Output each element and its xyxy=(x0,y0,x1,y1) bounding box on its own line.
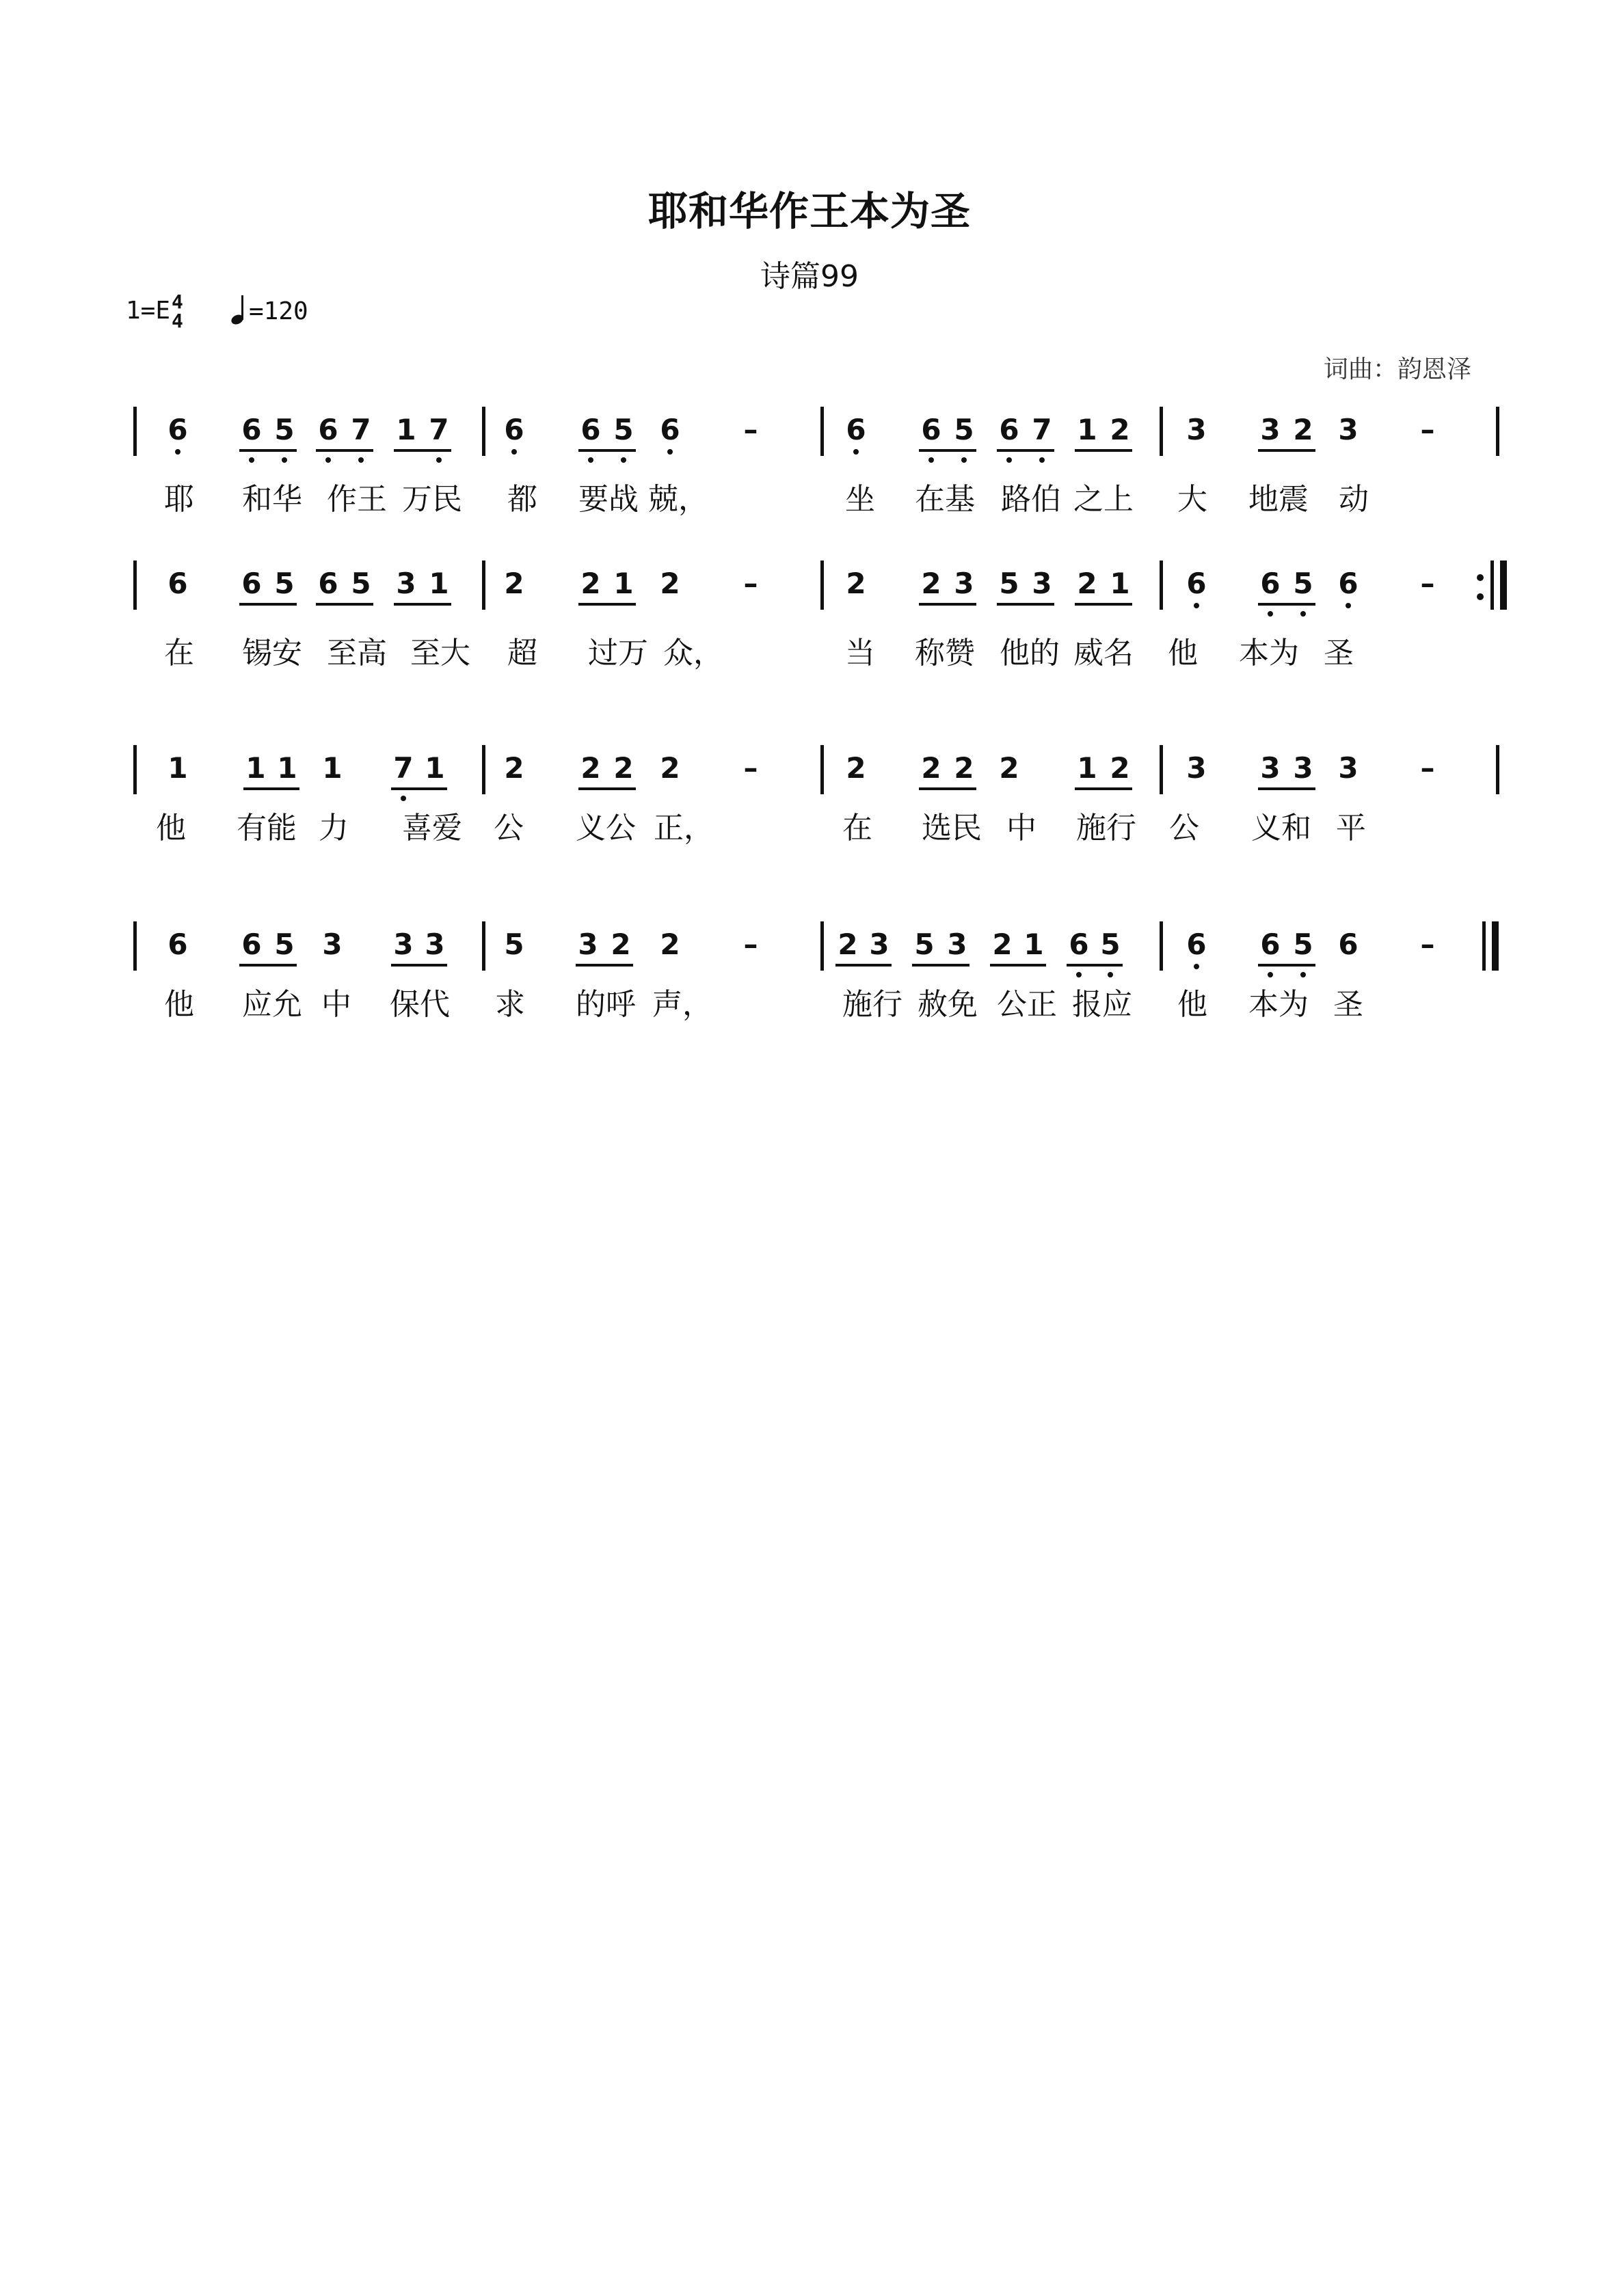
lyric: 本为 xyxy=(1239,636,1299,671)
lyric: 圣 xyxy=(1324,636,1354,671)
note-digit: 7 xyxy=(351,413,371,446)
lyric: 中 xyxy=(1006,811,1036,846)
octave-dot xyxy=(436,457,442,463)
octave-dot xyxy=(175,449,180,455)
lyric: 作王 xyxy=(327,482,387,517)
note-digit: 1 xyxy=(1023,928,1044,961)
octave-dot xyxy=(588,457,593,463)
lyric: 选民 xyxy=(922,811,982,846)
note-digit: 3 xyxy=(1338,413,1359,446)
lyric: 至高 xyxy=(327,636,387,671)
barline xyxy=(820,407,824,456)
beam-underline xyxy=(1075,603,1132,606)
beam-underline xyxy=(1258,787,1315,790)
note-digit: 7 xyxy=(1032,413,1052,446)
beam-underline xyxy=(578,787,636,790)
note-digit: 2 xyxy=(611,928,631,961)
note-digit: 5 xyxy=(274,567,295,600)
beam-underline xyxy=(919,603,976,606)
octave-dot xyxy=(667,449,673,455)
note-digit: 3 xyxy=(1186,413,1207,446)
lyric: 圣 xyxy=(1333,987,1363,1022)
note-digit: 3 xyxy=(1338,751,1359,785)
note-digit: 1 xyxy=(245,751,266,785)
beam-underline xyxy=(391,787,447,790)
lyric: 他 xyxy=(164,987,194,1022)
note-digit: 5 xyxy=(613,413,634,446)
note-digit: 3 xyxy=(578,928,598,961)
lyric: 都 xyxy=(507,482,537,517)
note-digit: 5 xyxy=(954,413,974,446)
beam-underline xyxy=(243,787,299,790)
note-digit: 6 xyxy=(168,928,188,961)
beam-underline xyxy=(239,449,297,452)
note-digit: 2 xyxy=(992,928,1013,961)
lyric: 喜爱 xyxy=(402,811,462,846)
time-signature xyxy=(172,293,183,331)
lyric: 报应 xyxy=(1072,987,1132,1022)
tempo-value: =120 xyxy=(249,297,308,325)
note-digit: 2 xyxy=(954,751,974,785)
song-subtitle: 诗篇99 xyxy=(760,259,859,294)
lyric: 锡安 xyxy=(242,636,302,671)
lyric: 在基 xyxy=(915,482,975,517)
lyric: 求 xyxy=(495,987,525,1022)
beam-underline xyxy=(391,964,447,967)
lyric: 力 xyxy=(319,811,349,846)
note-digit: 2 xyxy=(504,567,524,600)
note-digit: 2 xyxy=(921,751,941,785)
barline xyxy=(133,921,137,971)
note-digit: 6 xyxy=(660,413,680,446)
note-digit: 5 xyxy=(351,567,371,600)
lyric: 称赞 xyxy=(915,636,975,671)
repeat-dot xyxy=(1477,593,1484,600)
note-digit: 6 xyxy=(168,567,188,600)
lyric: 要战 xyxy=(578,482,639,517)
note-digit: 6 xyxy=(1186,928,1207,961)
note-digit: 6 xyxy=(241,413,262,446)
beam-underline xyxy=(316,449,373,452)
note-digit: 6 xyxy=(1069,928,1089,961)
octave-dot xyxy=(358,457,364,463)
lyric: 的呼 xyxy=(576,987,636,1022)
note-digit: 1 xyxy=(1077,413,1097,446)
beam-underline xyxy=(394,449,451,452)
beam-underline xyxy=(997,449,1054,452)
hold-dash: – xyxy=(1420,751,1435,785)
hold-dash: – xyxy=(743,413,758,446)
lyric: 他 xyxy=(1177,987,1207,1022)
note-digit: 6 xyxy=(241,928,262,961)
lyric: 声， xyxy=(652,987,712,1022)
lyric: 施行 xyxy=(1076,811,1136,846)
note-digit: 3 xyxy=(1186,751,1207,785)
lyric: 耶 xyxy=(164,482,194,517)
beam-underline xyxy=(1258,603,1315,606)
octave-dot xyxy=(511,449,517,455)
time-bottom: 4 xyxy=(172,310,183,332)
octave-dot xyxy=(1039,457,1045,463)
lyric: 动 xyxy=(1339,482,1369,517)
note-digit: 6 xyxy=(1338,928,1359,961)
note-digit: 7 xyxy=(429,413,449,446)
note-digit: 1 xyxy=(425,751,445,785)
note-digit: 3 xyxy=(322,928,343,961)
lyric: 施行 xyxy=(842,987,902,1022)
barline xyxy=(820,921,824,971)
lyric: 有能 xyxy=(237,811,297,846)
tempo-marking xyxy=(230,294,308,325)
lyric: 在 xyxy=(842,811,872,846)
barline xyxy=(133,407,137,456)
octave-dot xyxy=(1108,972,1113,977)
note-digit: 2 xyxy=(999,751,1019,785)
octave-dot xyxy=(1194,964,1199,969)
hold-dash: – xyxy=(743,751,758,785)
repeat-dot xyxy=(1477,574,1484,581)
lyric: 过万 xyxy=(588,636,648,671)
octave-dot xyxy=(928,457,934,463)
lyric: 在 xyxy=(164,636,194,671)
lyric: 路伯 xyxy=(1001,482,1061,517)
note-digit: 1 xyxy=(613,567,634,600)
octave-dot xyxy=(249,457,254,463)
lyric: 大 xyxy=(1177,482,1207,517)
note-digit: 1 xyxy=(1110,567,1130,600)
note-digit: 3 xyxy=(1032,567,1052,600)
octave-dot xyxy=(853,449,859,455)
lyric: 他 xyxy=(1168,636,1198,671)
lyric: 公 xyxy=(1169,811,1199,846)
key-label: 1=E xyxy=(126,297,171,325)
beam-underline xyxy=(578,603,636,606)
note-digit: 3 xyxy=(425,928,445,961)
note-digit: 3 xyxy=(947,928,967,961)
lyric: 赦免 xyxy=(918,987,978,1022)
note-digit: 2 xyxy=(846,567,866,600)
note-digit: 1 xyxy=(277,751,297,785)
note-digit: 6 xyxy=(921,413,941,446)
octave-dot xyxy=(961,457,967,463)
repeat-thick-bar xyxy=(1500,561,1507,610)
barline xyxy=(1496,407,1499,456)
lyric: 他 xyxy=(156,811,186,846)
note-digit: 2 xyxy=(613,751,634,785)
note-digit: 2 xyxy=(1110,751,1130,785)
octave-dot xyxy=(1194,603,1199,608)
lyric: 众， xyxy=(663,636,723,671)
note-digit: 5 xyxy=(1293,928,1313,961)
beam-underline xyxy=(316,603,373,606)
note-digit: 6 xyxy=(1260,928,1281,961)
lyric: 义和 xyxy=(1251,811,1311,846)
note-digit: 5 xyxy=(1100,928,1121,961)
note-digit: 2 xyxy=(1077,567,1097,600)
lyric: 之上 xyxy=(1073,482,1134,517)
octave-dot xyxy=(325,457,331,463)
beam-underline xyxy=(835,964,892,967)
barline xyxy=(482,745,485,794)
note-digit: 3 xyxy=(1260,751,1281,785)
lyric: 坐 xyxy=(845,482,875,517)
song-title: 耶和华作王本为圣 xyxy=(647,188,971,234)
note-digit: 2 xyxy=(580,567,601,600)
lyric: 平 xyxy=(1336,811,1366,846)
note-digit: 2 xyxy=(660,751,680,785)
note-digit: 6 xyxy=(846,413,866,446)
beam-underline xyxy=(997,603,1054,606)
note-digit: 3 xyxy=(1260,413,1281,446)
note-digit: 5 xyxy=(999,567,1019,600)
beam-underline xyxy=(239,964,297,967)
beam-underline xyxy=(394,603,451,606)
note-digit: 3 xyxy=(869,928,889,961)
final-thick-bar xyxy=(1492,921,1499,971)
final-thin-bar xyxy=(1482,921,1486,971)
beam-underline xyxy=(1067,964,1123,967)
note-digit: 6 xyxy=(1186,567,1207,600)
beam-underline xyxy=(1258,449,1315,452)
octave-dot xyxy=(1006,457,1012,463)
barline xyxy=(482,561,485,610)
time-top: 4 xyxy=(172,291,183,313)
key-signature xyxy=(126,293,183,331)
note-digit: 1 xyxy=(322,751,343,785)
note-digit: 5 xyxy=(1293,567,1313,600)
note-digit: 5 xyxy=(274,413,295,446)
note-digit: 6 xyxy=(168,413,188,446)
note-digit: 6 xyxy=(241,567,262,600)
barline xyxy=(482,921,485,971)
lyric: 公 xyxy=(494,811,524,846)
credits: 词曲：韵恩泽 xyxy=(1324,355,1472,383)
lyric: 超 xyxy=(507,636,537,671)
octave-dot xyxy=(401,796,406,801)
note-digit: 6 xyxy=(1338,567,1359,600)
note-digit: 1 xyxy=(396,413,416,446)
note-digit: 2 xyxy=(1293,413,1313,446)
quarter-note-icon xyxy=(230,294,249,325)
octave-dot xyxy=(1346,603,1351,608)
barline xyxy=(820,561,824,610)
lyric: 万民 xyxy=(402,482,462,517)
hold-dash: – xyxy=(743,567,758,600)
note-digit: 2 xyxy=(838,928,858,961)
octave-dot xyxy=(1300,972,1306,977)
lyric: 和华 xyxy=(242,482,302,517)
note-digit: 6 xyxy=(318,413,338,446)
barline xyxy=(1160,407,1163,456)
note-digit: 2 xyxy=(846,751,866,785)
note-digit: 6 xyxy=(999,413,1019,446)
lyric: 威名 xyxy=(1073,636,1134,671)
note-digit: 1 xyxy=(1077,751,1097,785)
note-digit: 6 xyxy=(318,567,338,600)
lyric: 本为 xyxy=(1248,987,1309,1022)
octave-dot xyxy=(1300,611,1306,617)
note-digit: 2 xyxy=(504,751,524,785)
lyric: 兢， xyxy=(648,482,708,517)
beam-underline xyxy=(576,964,633,967)
beam-underline xyxy=(919,787,976,790)
beam-underline xyxy=(1075,449,1132,452)
note-digit: 6 xyxy=(580,413,601,446)
note-digit: 2 xyxy=(1110,413,1130,446)
hold-dash: – xyxy=(1420,413,1435,446)
note-digit: 5 xyxy=(274,928,295,961)
hold-dash: – xyxy=(1420,928,1435,961)
octave-dot xyxy=(1268,972,1273,977)
octave-dot xyxy=(1268,611,1273,617)
note-digit: 5 xyxy=(504,928,524,961)
beam-underline xyxy=(1258,964,1315,967)
barline xyxy=(1160,745,1163,794)
octave-dot xyxy=(621,457,626,463)
lyric: 应允 xyxy=(242,987,302,1022)
lyric: 中 xyxy=(321,987,351,1022)
lyric: 地震 xyxy=(1248,482,1309,517)
lyric: 公正 xyxy=(997,987,1057,1022)
note-digit: 3 xyxy=(1293,751,1313,785)
barline xyxy=(133,561,137,610)
note-digit: 6 xyxy=(1260,567,1281,600)
beam-underline xyxy=(1075,787,1132,790)
beam-underline xyxy=(578,449,636,452)
barline xyxy=(1160,921,1163,971)
note-digit: 2 xyxy=(580,751,601,785)
note-digit: 2 xyxy=(660,928,680,961)
lyric: 义公 xyxy=(576,811,636,846)
note-digit: 2 xyxy=(660,567,680,600)
barline xyxy=(820,745,824,794)
barline xyxy=(482,407,485,456)
lyric: 当 xyxy=(845,636,875,671)
note-digit: 3 xyxy=(396,567,416,600)
octave-dot xyxy=(282,457,287,463)
beam-underline xyxy=(919,449,976,452)
barline xyxy=(1160,561,1163,610)
note-digit: 1 xyxy=(429,567,449,600)
hold-dash: – xyxy=(743,928,758,961)
beam-underline xyxy=(990,964,1046,967)
note-digit: 6 xyxy=(504,413,524,446)
beam-underline xyxy=(239,603,297,606)
note-digit: 1 xyxy=(168,751,188,785)
barline xyxy=(1496,745,1499,794)
beam-underline xyxy=(912,964,969,967)
note-digit: 3 xyxy=(393,928,414,961)
lyric: 他的 xyxy=(1000,636,1060,671)
repeat-thin-bar xyxy=(1490,561,1494,610)
note-digit: 7 xyxy=(393,751,414,785)
hold-dash: – xyxy=(1420,567,1435,600)
note-digit: 2 xyxy=(921,567,941,600)
lyric: 正， xyxy=(654,811,714,846)
barline xyxy=(133,745,137,794)
lyric: 至大 xyxy=(410,636,470,671)
note-digit: 5 xyxy=(914,928,935,961)
octave-dot xyxy=(1076,972,1082,977)
note-digit: 3 xyxy=(954,567,974,600)
lyric: 保代 xyxy=(390,987,450,1022)
